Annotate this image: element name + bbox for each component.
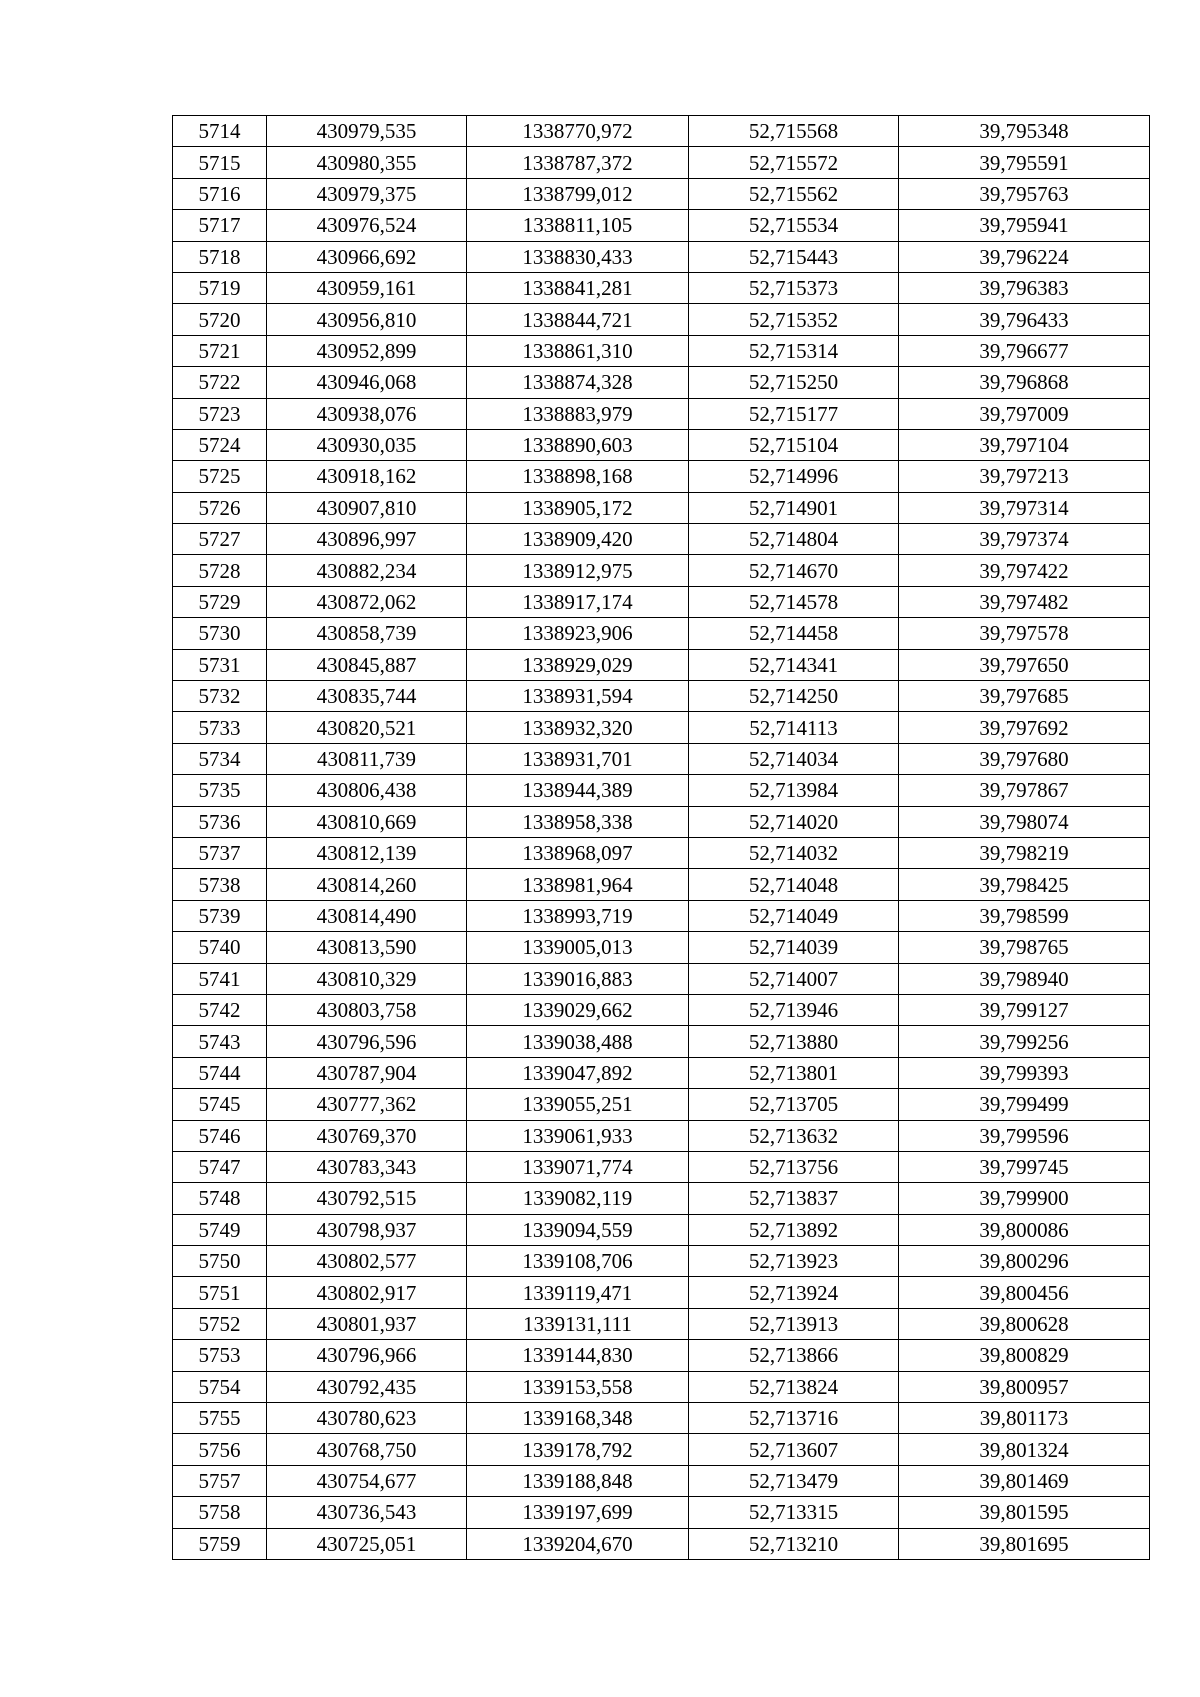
longitude-cell: 39,797374 bbox=[899, 524, 1150, 555]
y-coordinate-cell: 1338811,105 bbox=[467, 210, 689, 241]
longitude-cell: 39,798425 bbox=[899, 869, 1150, 900]
x-coordinate-cell: 430810,329 bbox=[267, 963, 467, 994]
longitude-cell: 39,797692 bbox=[899, 712, 1150, 743]
coordinates-table-body bbox=[173, 116, 1150, 1560]
longitude-cell: 39,796224 bbox=[899, 241, 1150, 272]
latitude-cell: 52,713315 bbox=[689, 1497, 899, 1528]
longitude-cell: 39,796433 bbox=[899, 304, 1150, 335]
x-coordinate-cell: 430796,596 bbox=[267, 1026, 467, 1057]
x-coordinate-cell: 430783,343 bbox=[267, 1151, 467, 1182]
latitude-cell: 52,713824 bbox=[689, 1371, 899, 1402]
latitude-cell: 52,715572 bbox=[689, 147, 899, 178]
y-coordinate-cell: 1339144,830 bbox=[467, 1340, 689, 1371]
y-coordinate-cell: 1338830,433 bbox=[467, 241, 689, 272]
y-coordinate-cell: 1338883,979 bbox=[467, 398, 689, 429]
latitude-cell: 52,715250 bbox=[689, 367, 899, 398]
table-row bbox=[173, 649, 1150, 680]
table-row bbox=[173, 743, 1150, 774]
x-coordinate-cell: 430814,260 bbox=[267, 869, 467, 900]
point-number-cell: 5723 bbox=[173, 398, 267, 429]
x-coordinate-cell: 430976,524 bbox=[267, 210, 467, 241]
x-coordinate-cell: 430777,362 bbox=[267, 1089, 467, 1120]
y-coordinate-cell: 1338931,594 bbox=[467, 681, 689, 712]
table-row bbox=[173, 837, 1150, 868]
longitude-cell: 39,797867 bbox=[899, 775, 1150, 806]
point-number-cell: 5746 bbox=[173, 1120, 267, 1151]
latitude-cell: 52,714341 bbox=[689, 649, 899, 680]
table-row bbox=[173, 1497, 1150, 1528]
point-number-cell: 5737 bbox=[173, 837, 267, 868]
table-row bbox=[173, 304, 1150, 335]
table-row bbox=[173, 1120, 1150, 1151]
point-number-cell: 5743 bbox=[173, 1026, 267, 1057]
y-coordinate-cell: 1338841,281 bbox=[467, 272, 689, 303]
latitude-cell: 52,714804 bbox=[689, 524, 899, 555]
table-row bbox=[173, 618, 1150, 649]
table-row bbox=[173, 1465, 1150, 1496]
point-number-cell: 5725 bbox=[173, 461, 267, 492]
point-number-cell: 5744 bbox=[173, 1057, 267, 1088]
latitude-cell: 52,714007 bbox=[689, 963, 899, 994]
table-row bbox=[173, 869, 1150, 900]
table-row bbox=[173, 367, 1150, 398]
longitude-cell: 39,799127 bbox=[899, 994, 1150, 1025]
table-row bbox=[173, 932, 1150, 963]
latitude-cell: 52,713479 bbox=[689, 1465, 899, 1496]
point-number-cell: 5755 bbox=[173, 1403, 267, 1434]
y-coordinate-cell: 1339016,883 bbox=[467, 963, 689, 994]
table-row bbox=[173, 775, 1150, 806]
table-row bbox=[173, 1340, 1150, 1371]
latitude-cell: 52,714670 bbox=[689, 555, 899, 586]
point-number-cell: 5754 bbox=[173, 1371, 267, 1402]
table-row bbox=[173, 178, 1150, 209]
y-coordinate-cell: 1339131,111 bbox=[467, 1308, 689, 1339]
longitude-cell: 39,797578 bbox=[899, 618, 1150, 649]
longitude-cell: 39,799499 bbox=[899, 1089, 1150, 1120]
table-row bbox=[173, 1434, 1150, 1465]
x-coordinate-cell: 430930,035 bbox=[267, 429, 467, 460]
latitude-cell: 52,713866 bbox=[689, 1340, 899, 1371]
point-number-cell: 5738 bbox=[173, 869, 267, 900]
point-number-cell: 5731 bbox=[173, 649, 267, 680]
point-number-cell: 5742 bbox=[173, 994, 267, 1025]
x-coordinate-cell: 430979,375 bbox=[267, 178, 467, 209]
table-row bbox=[173, 712, 1150, 743]
table-row bbox=[173, 1308, 1150, 1339]
y-coordinate-cell: 1339094,559 bbox=[467, 1214, 689, 1245]
y-coordinate-cell: 1338898,168 bbox=[467, 461, 689, 492]
x-coordinate-cell: 430872,062 bbox=[267, 586, 467, 617]
x-coordinate-cell: 430806,438 bbox=[267, 775, 467, 806]
y-coordinate-cell: 1338861,310 bbox=[467, 335, 689, 366]
point-number-cell: 5730 bbox=[173, 618, 267, 649]
longitude-cell: 39,797009 bbox=[899, 398, 1150, 429]
point-number-cell: 5718 bbox=[173, 241, 267, 272]
longitude-cell: 39,801595 bbox=[899, 1497, 1150, 1528]
x-coordinate-cell: 430979,535 bbox=[267, 116, 467, 147]
x-coordinate-cell: 430725,051 bbox=[267, 1528, 467, 1559]
y-coordinate-cell: 1338770,972 bbox=[467, 116, 689, 147]
x-coordinate-cell: 430882,234 bbox=[267, 555, 467, 586]
latitude-cell: 52,713984 bbox=[689, 775, 899, 806]
table-row bbox=[173, 1057, 1150, 1088]
point-number-cell: 5734 bbox=[173, 743, 267, 774]
x-coordinate-cell: 430802,917 bbox=[267, 1277, 467, 1308]
latitude-cell: 52,715104 bbox=[689, 429, 899, 460]
point-number-cell: 5739 bbox=[173, 900, 267, 931]
y-coordinate-cell: 1338993,719 bbox=[467, 900, 689, 931]
longitude-cell: 39,797213 bbox=[899, 461, 1150, 492]
x-coordinate-cell: 430798,937 bbox=[267, 1214, 467, 1245]
x-coordinate-cell: 430812,139 bbox=[267, 837, 467, 868]
point-number-cell: 5748 bbox=[173, 1183, 267, 1214]
x-coordinate-cell: 430780,623 bbox=[267, 1403, 467, 1434]
x-coordinate-cell: 430801,937 bbox=[267, 1308, 467, 1339]
latitude-cell: 52,714458 bbox=[689, 618, 899, 649]
table-row bbox=[173, 681, 1150, 712]
point-number-cell: 5749 bbox=[173, 1214, 267, 1245]
table-row bbox=[173, 210, 1150, 241]
latitude-cell: 52,714020 bbox=[689, 806, 899, 837]
latitude-cell: 52,714901 bbox=[689, 492, 899, 523]
y-coordinate-cell: 1339047,892 bbox=[467, 1057, 689, 1088]
latitude-cell: 52,715562 bbox=[689, 178, 899, 209]
y-coordinate-cell: 1339178,792 bbox=[467, 1434, 689, 1465]
longitude-cell: 39,800957 bbox=[899, 1371, 1150, 1402]
point-number-cell: 5757 bbox=[173, 1465, 267, 1496]
x-coordinate-cell: 430810,669 bbox=[267, 806, 467, 837]
x-coordinate-cell: 430966,692 bbox=[267, 241, 467, 272]
y-coordinate-cell: 1339071,774 bbox=[467, 1151, 689, 1182]
x-coordinate-cell: 430813,590 bbox=[267, 932, 467, 963]
x-coordinate-cell: 430946,068 bbox=[267, 367, 467, 398]
table-row bbox=[173, 994, 1150, 1025]
table-row bbox=[173, 1026, 1150, 1057]
latitude-cell: 52,714034 bbox=[689, 743, 899, 774]
table-row bbox=[173, 1277, 1150, 1308]
table-row bbox=[173, 147, 1150, 178]
latitude-cell: 52,713607 bbox=[689, 1434, 899, 1465]
x-coordinate-cell: 430768,750 bbox=[267, 1434, 467, 1465]
point-number-cell: 5753 bbox=[173, 1340, 267, 1371]
point-number-cell: 5726 bbox=[173, 492, 267, 523]
x-coordinate-cell: 430769,370 bbox=[267, 1120, 467, 1151]
x-coordinate-cell: 430956,810 bbox=[267, 304, 467, 335]
point-number-cell: 5715 bbox=[173, 147, 267, 178]
point-number-cell: 5756 bbox=[173, 1434, 267, 1465]
x-coordinate-cell: 430938,076 bbox=[267, 398, 467, 429]
table-row bbox=[173, 272, 1150, 303]
point-number-cell: 5727 bbox=[173, 524, 267, 555]
y-coordinate-cell: 1339082,119 bbox=[467, 1183, 689, 1214]
longitude-cell: 39,799596 bbox=[899, 1120, 1150, 1151]
x-coordinate-cell: 430792,515 bbox=[267, 1183, 467, 1214]
table-row bbox=[173, 806, 1150, 837]
longitude-cell: 39,801469 bbox=[899, 1465, 1150, 1496]
latitude-cell: 52,713923 bbox=[689, 1246, 899, 1277]
point-number-cell: 5747 bbox=[173, 1151, 267, 1182]
y-coordinate-cell: 1338917,174 bbox=[467, 586, 689, 617]
y-coordinate-cell: 1338787,372 bbox=[467, 147, 689, 178]
y-coordinate-cell: 1338905,172 bbox=[467, 492, 689, 523]
table-row bbox=[173, 398, 1150, 429]
table-row bbox=[173, 1246, 1150, 1277]
point-number-cell: 5721 bbox=[173, 335, 267, 366]
longitude-cell: 39,799900 bbox=[899, 1183, 1150, 1214]
latitude-cell: 52,714996 bbox=[689, 461, 899, 492]
table-row bbox=[173, 524, 1150, 555]
longitude-cell: 39,798219 bbox=[899, 837, 1150, 868]
y-coordinate-cell: 1339168,348 bbox=[467, 1403, 689, 1434]
point-number-cell: 5728 bbox=[173, 555, 267, 586]
table-row bbox=[173, 1214, 1150, 1245]
x-coordinate-cell: 430980,355 bbox=[267, 147, 467, 178]
table-row bbox=[173, 461, 1150, 492]
longitude-cell: 39,798074 bbox=[899, 806, 1150, 837]
y-coordinate-cell: 1338968,097 bbox=[467, 837, 689, 868]
x-coordinate-cell: 430814,490 bbox=[267, 900, 467, 931]
latitude-cell: 52,713880 bbox=[689, 1026, 899, 1057]
table-row bbox=[173, 1528, 1150, 1559]
latitude-cell: 52,713756 bbox=[689, 1151, 899, 1182]
table-row bbox=[173, 963, 1150, 994]
point-number-cell: 5717 bbox=[173, 210, 267, 241]
y-coordinate-cell: 1339061,933 bbox=[467, 1120, 689, 1151]
longitude-cell: 39,799745 bbox=[899, 1151, 1150, 1182]
x-coordinate-cell: 430858,739 bbox=[267, 618, 467, 649]
x-coordinate-cell: 430820,521 bbox=[267, 712, 467, 743]
y-coordinate-cell: 1338890,603 bbox=[467, 429, 689, 460]
y-coordinate-cell: 1338909,420 bbox=[467, 524, 689, 555]
point-number-cell: 5745 bbox=[173, 1089, 267, 1120]
y-coordinate-cell: 1338944,389 bbox=[467, 775, 689, 806]
point-number-cell: 5729 bbox=[173, 586, 267, 617]
longitude-cell: 39,797482 bbox=[899, 586, 1150, 617]
y-coordinate-cell: 1338799,012 bbox=[467, 178, 689, 209]
table-row bbox=[173, 1403, 1150, 1434]
x-coordinate-cell: 430803,758 bbox=[267, 994, 467, 1025]
x-coordinate-cell: 430792,435 bbox=[267, 1371, 467, 1402]
point-number-cell: 5722 bbox=[173, 367, 267, 398]
y-coordinate-cell: 1338931,701 bbox=[467, 743, 689, 774]
point-number-cell: 5750 bbox=[173, 1246, 267, 1277]
longitude-cell: 39,797685 bbox=[899, 681, 1150, 712]
y-coordinate-cell: 1338981,964 bbox=[467, 869, 689, 900]
y-coordinate-cell: 1338958,338 bbox=[467, 806, 689, 837]
table-row bbox=[173, 1183, 1150, 1214]
x-coordinate-cell: 430845,887 bbox=[267, 649, 467, 680]
latitude-cell: 52,714113 bbox=[689, 712, 899, 743]
y-coordinate-cell: 1338874,328 bbox=[467, 367, 689, 398]
x-coordinate-cell: 430796,966 bbox=[267, 1340, 467, 1371]
point-number-cell: 5732 bbox=[173, 681, 267, 712]
coordinates-table bbox=[172, 115, 1150, 1560]
latitude-cell: 52,715177 bbox=[689, 398, 899, 429]
x-coordinate-cell: 430896,997 bbox=[267, 524, 467, 555]
longitude-cell: 39,798599 bbox=[899, 900, 1150, 931]
x-coordinate-cell: 430907,810 bbox=[267, 492, 467, 523]
longitude-cell: 39,797650 bbox=[899, 649, 1150, 680]
latitude-cell: 52,714048 bbox=[689, 869, 899, 900]
latitude-cell: 52,713705 bbox=[689, 1089, 899, 1120]
longitude-cell: 39,795348 bbox=[899, 116, 1150, 147]
y-coordinate-cell: 1339188,848 bbox=[467, 1465, 689, 1496]
latitude-cell: 52,713837 bbox=[689, 1183, 899, 1214]
latitude-cell: 52,713946 bbox=[689, 994, 899, 1025]
y-coordinate-cell: 1339029,662 bbox=[467, 994, 689, 1025]
table-row bbox=[173, 492, 1150, 523]
x-coordinate-cell: 430754,677 bbox=[267, 1465, 467, 1496]
longitude-cell: 39,797680 bbox=[899, 743, 1150, 774]
y-coordinate-cell: 1339038,488 bbox=[467, 1026, 689, 1057]
latitude-cell: 52,714578 bbox=[689, 586, 899, 617]
point-number-cell: 5740 bbox=[173, 932, 267, 963]
y-coordinate-cell: 1339119,471 bbox=[467, 1277, 689, 1308]
table-row bbox=[173, 586, 1150, 617]
table-row bbox=[173, 335, 1150, 366]
latitude-cell: 52,715443 bbox=[689, 241, 899, 272]
table-row bbox=[173, 555, 1150, 586]
x-coordinate-cell: 430918,162 bbox=[267, 461, 467, 492]
x-coordinate-cell: 430802,577 bbox=[267, 1246, 467, 1277]
x-coordinate-cell: 430811,739 bbox=[267, 743, 467, 774]
longitude-cell: 39,797422 bbox=[899, 555, 1150, 586]
longitude-cell: 39,799256 bbox=[899, 1026, 1150, 1057]
point-number-cell: 5741 bbox=[173, 963, 267, 994]
x-coordinate-cell: 430952,899 bbox=[267, 335, 467, 366]
longitude-cell: 39,801695 bbox=[899, 1528, 1150, 1559]
point-number-cell: 5735 bbox=[173, 775, 267, 806]
longitude-cell: 39,798940 bbox=[899, 963, 1150, 994]
longitude-cell: 39,800086 bbox=[899, 1214, 1150, 1245]
longitude-cell: 39,795941 bbox=[899, 210, 1150, 241]
table-row bbox=[173, 241, 1150, 272]
longitude-cell: 39,795763 bbox=[899, 178, 1150, 209]
point-number-cell: 5719 bbox=[173, 272, 267, 303]
x-coordinate-cell: 430787,904 bbox=[267, 1057, 467, 1088]
y-coordinate-cell: 1339204,670 bbox=[467, 1528, 689, 1559]
longitude-cell: 39,800456 bbox=[899, 1277, 1150, 1308]
latitude-cell: 52,715373 bbox=[689, 272, 899, 303]
longitude-cell: 39,797314 bbox=[899, 492, 1150, 523]
latitude-cell: 52,713210 bbox=[689, 1528, 899, 1559]
point-number-cell: 5752 bbox=[173, 1308, 267, 1339]
longitude-cell: 39,796868 bbox=[899, 367, 1150, 398]
x-coordinate-cell: 430736,543 bbox=[267, 1497, 467, 1528]
latitude-cell: 52,713632 bbox=[689, 1120, 899, 1151]
longitude-cell: 39,800628 bbox=[899, 1308, 1150, 1339]
x-coordinate-cell: 430835,744 bbox=[267, 681, 467, 712]
longitude-cell: 39,798765 bbox=[899, 932, 1150, 963]
table-row bbox=[173, 1151, 1150, 1182]
latitude-cell: 52,713924 bbox=[689, 1277, 899, 1308]
point-number-cell: 5758 bbox=[173, 1497, 267, 1528]
point-number-cell: 5759 bbox=[173, 1528, 267, 1559]
y-coordinate-cell: 1339055,251 bbox=[467, 1089, 689, 1120]
latitude-cell: 52,715314 bbox=[689, 335, 899, 366]
longitude-cell: 39,801173 bbox=[899, 1403, 1150, 1434]
y-coordinate-cell: 1339197,699 bbox=[467, 1497, 689, 1528]
latitude-cell: 52,715534 bbox=[689, 210, 899, 241]
y-coordinate-cell: 1338912,975 bbox=[467, 555, 689, 586]
point-number-cell: 5716 bbox=[173, 178, 267, 209]
point-number-cell: 5736 bbox=[173, 806, 267, 837]
longitude-cell: 39,795591 bbox=[899, 147, 1150, 178]
latitude-cell: 52,714250 bbox=[689, 681, 899, 712]
x-coordinate-cell: 430959,161 bbox=[267, 272, 467, 303]
longitude-cell: 39,800829 bbox=[899, 1340, 1150, 1371]
y-coordinate-cell: 1338844,721 bbox=[467, 304, 689, 335]
longitude-cell: 39,796383 bbox=[899, 272, 1150, 303]
latitude-cell: 52,714032 bbox=[689, 837, 899, 868]
longitude-cell: 39,797104 bbox=[899, 429, 1150, 460]
point-number-cell: 5751 bbox=[173, 1277, 267, 1308]
table-row bbox=[173, 1089, 1150, 1120]
latitude-cell: 52,714049 bbox=[689, 900, 899, 931]
longitude-cell: 39,799393 bbox=[899, 1057, 1150, 1088]
longitude-cell: 39,801324 bbox=[899, 1434, 1150, 1465]
table-row bbox=[173, 116, 1150, 147]
y-coordinate-cell: 1339108,706 bbox=[467, 1246, 689, 1277]
y-coordinate-cell: 1338923,906 bbox=[467, 618, 689, 649]
point-number-cell: 5720 bbox=[173, 304, 267, 335]
point-number-cell: 5714 bbox=[173, 116, 267, 147]
latitude-cell: 52,713892 bbox=[689, 1214, 899, 1245]
table-row bbox=[173, 429, 1150, 460]
point-number-cell: 5733 bbox=[173, 712, 267, 743]
y-coordinate-cell: 1338932,320 bbox=[467, 712, 689, 743]
longitude-cell: 39,800296 bbox=[899, 1246, 1150, 1277]
y-coordinate-cell: 1338929,029 bbox=[467, 649, 689, 680]
table-row bbox=[173, 900, 1150, 931]
latitude-cell: 52,714039 bbox=[689, 932, 899, 963]
y-coordinate-cell: 1339153,558 bbox=[467, 1371, 689, 1402]
latitude-cell: 52,715568 bbox=[689, 116, 899, 147]
latitude-cell: 52,715352 bbox=[689, 304, 899, 335]
longitude-cell: 39,796677 bbox=[899, 335, 1150, 366]
point-number-cell: 5724 bbox=[173, 429, 267, 460]
y-coordinate-cell: 1339005,013 bbox=[467, 932, 689, 963]
latitude-cell: 52,713801 bbox=[689, 1057, 899, 1088]
latitude-cell: 52,713716 bbox=[689, 1403, 899, 1434]
latitude-cell: 52,713913 bbox=[689, 1308, 899, 1339]
table-row bbox=[173, 1371, 1150, 1402]
